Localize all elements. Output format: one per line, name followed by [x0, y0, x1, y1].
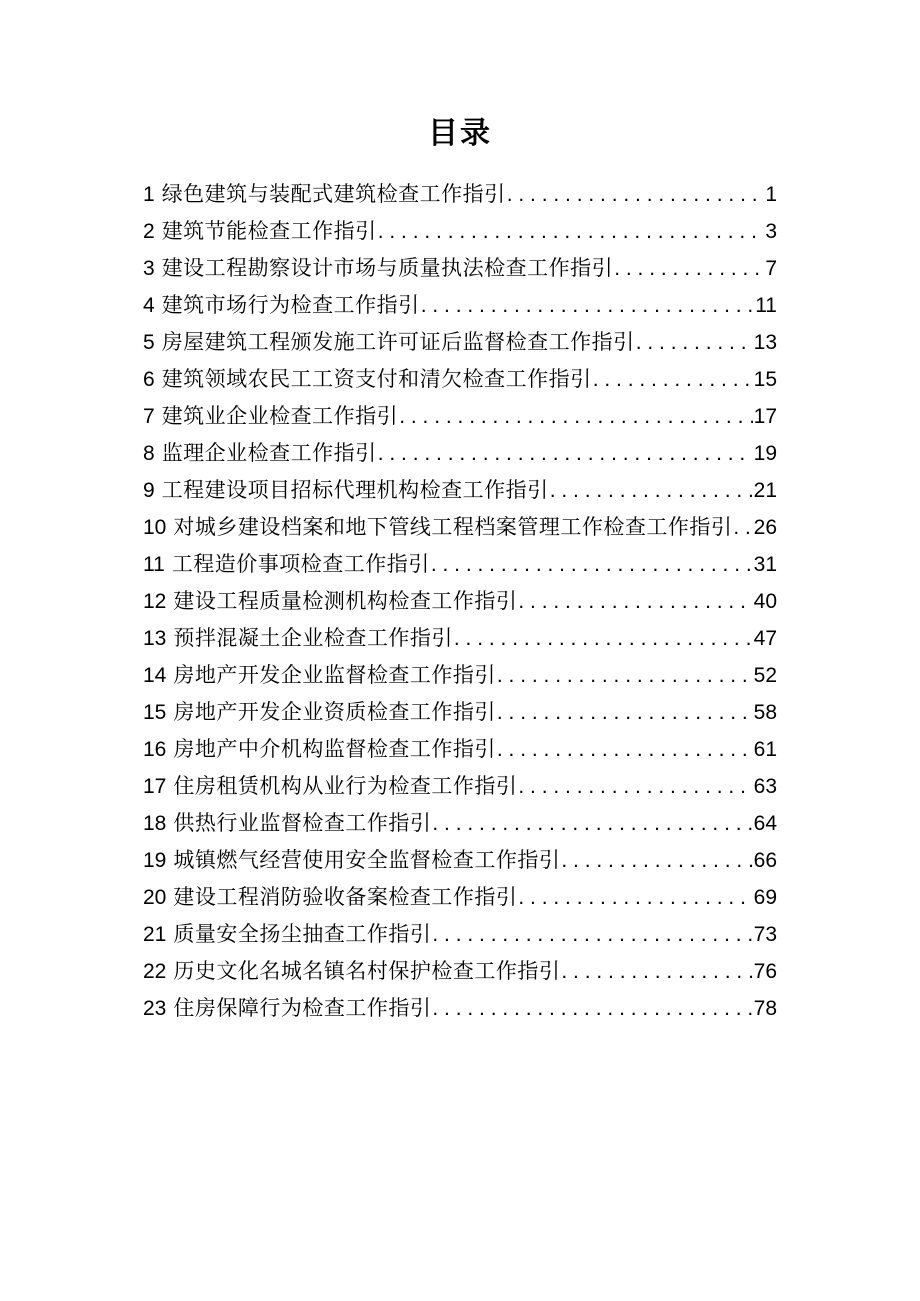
- toc-leader-dots: [561, 953, 752, 990]
- toc-page-number: 26: [753, 516, 777, 539]
- toc-entry-number: 10: [143, 516, 167, 539]
- toc-page-number: 52: [753, 664, 777, 687]
- toc-entry-title: 房地产开发企业监督检查工作指引: [173, 664, 496, 687]
- toc-entry-number: 7: [143, 405, 155, 428]
- toc-entry-number: 18: [143, 812, 167, 835]
- toc-entry[interactable]: [143, 287, 777, 324]
- toc-entry[interactable]: [143, 842, 777, 879]
- toc-entry[interactable]: [143, 509, 777, 546]
- toc-entry-number: 9: [143, 479, 155, 502]
- toc-entry-title: 房地产中介机构监督检查工作指引: [173, 738, 496, 761]
- toc-entry-number: 14: [143, 664, 167, 687]
- toc-entry-title: 供热行业监督检查工作指引: [173, 812, 432, 835]
- toc-leader-dots: [593, 361, 753, 398]
- toc-entry-number: 3: [143, 257, 155, 280]
- toc-entry[interactable]: [143, 731, 777, 768]
- toc-leader-dots: [378, 435, 753, 472]
- toc-leader-dots: [550, 472, 753, 509]
- toc-page-number: 63: [753, 775, 777, 798]
- toc-page-number: 7: [765, 257, 777, 280]
- toc-leader-dots: [497, 657, 753, 694]
- toc-entry[interactable]: [143, 398, 777, 435]
- toc-page-number: 1: [765, 183, 777, 206]
- toc-entry-number: 13: [143, 627, 167, 650]
- toc-entry-number: 4: [143, 294, 155, 317]
- toc-leader-dots: [378, 213, 765, 250]
- toc-page-number: 17: [753, 405, 777, 428]
- toc-entry[interactable]: [143, 657, 777, 694]
- toc-entry-number: 12: [143, 590, 167, 613]
- toc-entry-title: 预拌混凝土企业检查工作指引: [173, 627, 453, 650]
- toc-entry-title: 对城乡建设档案和地下管线工程档案管理工作检查工作指引: [173, 516, 733, 539]
- toc-leader-dots: [518, 768, 752, 805]
- toc-page-number: 47: [753, 627, 777, 650]
- toc-entry-title: 建筑领域农民工工资支付和清欠检查工作指引: [161, 368, 592, 391]
- toc-entry-number: 1: [143, 183, 155, 206]
- toc-entry[interactable]: [143, 953, 777, 990]
- toc-entry[interactable]: [143, 583, 777, 620]
- toc-leader-dots: [518, 879, 752, 916]
- toc-entry[interactable]: [143, 324, 777, 361]
- toc-entry[interactable]: [143, 768, 777, 805]
- page-title: 目录: [428, 117, 492, 150]
- toc-entry-number: 2: [143, 220, 155, 243]
- toc-page-number: 15: [753, 368, 777, 391]
- toc-entry[interactable]: [143, 435, 777, 472]
- toc-leader-dots: [432, 916, 752, 953]
- toc-entry-number: 8: [143, 442, 155, 465]
- toc-page-number: 76: [753, 960, 777, 983]
- toc-page-number: 21: [753, 479, 777, 502]
- toc-page-number: 69: [753, 886, 777, 909]
- toc-leader-dots: [497, 731, 753, 768]
- toc-list: [143, 176, 777, 1027]
- toc-entry-title: 历史文化名城名镇名村保护检查工作指引: [173, 960, 561, 983]
- toc-leader-dots: [432, 990, 752, 1027]
- toc-leader-dots: [454, 620, 753, 657]
- toc-entry-title: 建设工程质量检测机构检查工作指引: [173, 590, 518, 613]
- toc-leader-dots: [561, 842, 752, 879]
- toc-page-number: 40: [753, 590, 777, 613]
- toc-entry[interactable]: [143, 620, 777, 657]
- toc-entry-title: 房屋建筑工程颁发施工许可证后监督检查工作指引: [161, 331, 635, 354]
- toc-entry-number: 11: [143, 553, 165, 576]
- toc-entry-title: 质量安全扬尘抽查工作指引: [173, 923, 432, 946]
- toc-entry-title: 绿色建筑与装配式建筑检查工作指引: [161, 183, 506, 206]
- toc-entry-number: 19: [143, 849, 167, 872]
- toc-page-number: 31: [753, 553, 777, 576]
- toc-entry[interactable]: [143, 990, 777, 1027]
- toc-leader-dots: [421, 287, 755, 324]
- toc-entry[interactable]: [143, 546, 777, 583]
- toc-entry-title: 建设工程消防验收备案检查工作指引: [173, 886, 518, 909]
- toc-page-number: 13: [753, 331, 777, 354]
- toc-entry-title: 建筑节能检查工作指引: [161, 220, 377, 243]
- toc-leader-dots: [507, 176, 765, 213]
- toc-leader-dots: [497, 694, 753, 731]
- toc-entry-title: 工程建设项目招标代理机构检查工作指引: [161, 479, 549, 502]
- toc-page-number: 73: [753, 923, 777, 946]
- toc-entry-number: 20: [143, 886, 167, 909]
- toc-entry-number: 21: [143, 923, 167, 946]
- toc-page-number: 58: [753, 701, 777, 724]
- toc-entry-number: 6: [143, 368, 155, 391]
- toc-entry[interactable]: [143, 213, 777, 250]
- toc-leader-dots: [518, 583, 752, 620]
- toc-page-number: 3: [765, 220, 777, 243]
- toc-page-number: 19: [753, 442, 777, 465]
- toc-entry[interactable]: [143, 694, 777, 731]
- toc-entry-title: 城镇燃气经营使用安全监督检查工作指引: [173, 849, 561, 872]
- toc-page-number: 64: [753, 812, 777, 835]
- toc-page-number: 78: [753, 997, 777, 1020]
- toc-entry-title: 建筑市场行为检查工作指引: [161, 294, 420, 317]
- toc-entry[interactable]: [143, 805, 777, 842]
- toc-entry-number: 15: [143, 701, 167, 724]
- toc-entry-title: 建设工程勘察设计市场与质量执法检查工作指引: [161, 257, 614, 280]
- toc-leader-dots: [399, 398, 752, 435]
- toc-entry[interactable]: [143, 879, 777, 916]
- toc-leader-dots: [431, 546, 753, 583]
- toc-entry-title: 工程造价事项检查工作指引: [171, 553, 430, 576]
- toc-leader-dots: [733, 509, 752, 546]
- toc-page-number: 11: [755, 294, 777, 317]
- toc-leader-dots: [614, 250, 764, 287]
- toc-leader-dots: [432, 805, 752, 842]
- toc-entry-title: 监理企业检查工作指引: [161, 442, 377, 465]
- toc-entry[interactable]: [143, 916, 777, 953]
- toc-entry-number: 16: [143, 738, 167, 761]
- toc-entry-number: 17: [143, 775, 167, 798]
- toc-entry-title: 房地产开发企业资质检查工作指引: [173, 701, 496, 724]
- toc-page-number: 66: [753, 849, 777, 872]
- toc-entry-number: 22: [143, 960, 167, 983]
- toc-entry-title: 建筑业企业检查工作指引: [161, 405, 399, 428]
- toc-entry[interactable]: [143, 176, 777, 213]
- toc-leader-dots: [636, 324, 753, 361]
- toc-entry-title: 住房租赁机构从业行为检查工作指引: [173, 775, 518, 798]
- toc-entry[interactable]: [143, 472, 777, 509]
- toc-entry[interactable]: [143, 250, 777, 287]
- toc-page-number: 61: [753, 738, 777, 761]
- toc-entry-title: 住房保障行为检查工作指引: [173, 997, 432, 1020]
- toc-entry-number: 23: [143, 997, 167, 1020]
- toc-entry-number: 5: [143, 331, 155, 354]
- toc-entry[interactable]: [143, 361, 777, 398]
